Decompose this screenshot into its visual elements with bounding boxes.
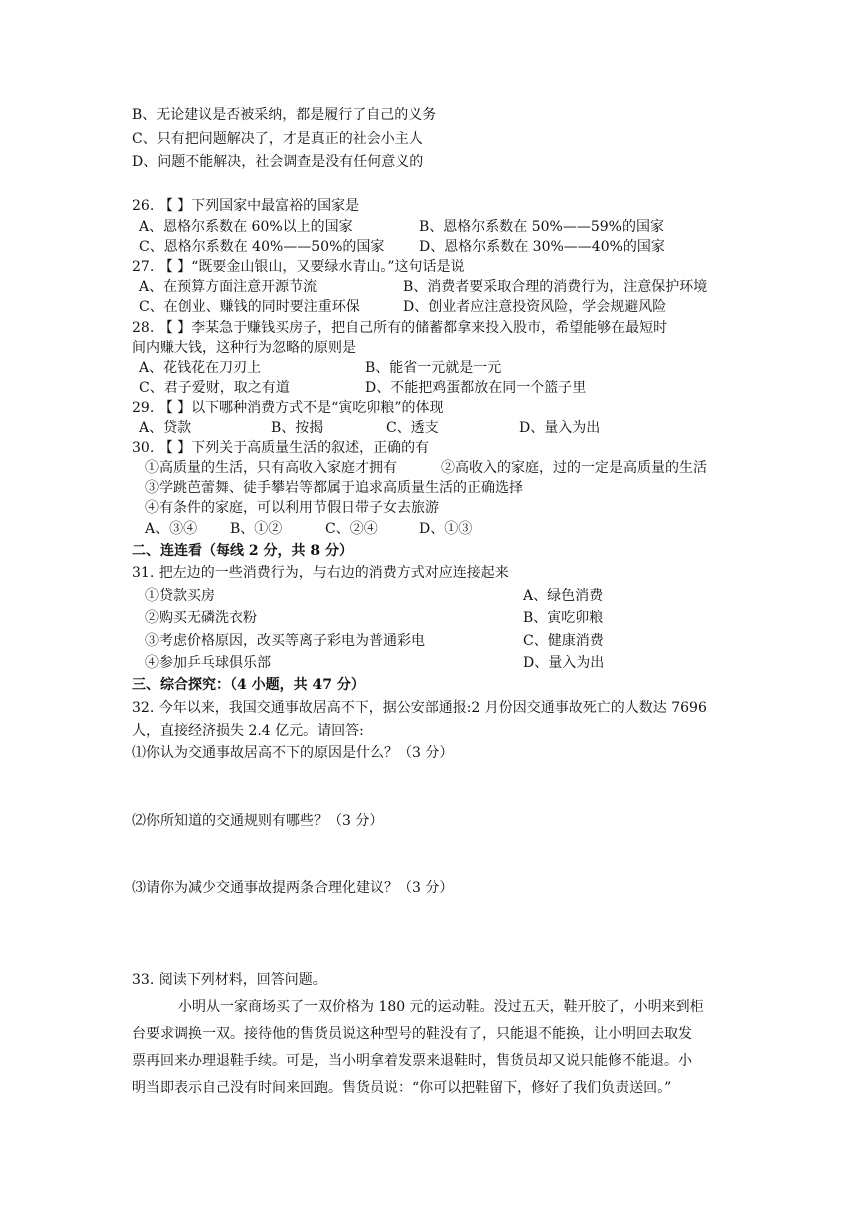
q29-option-c: C、透支 xyxy=(386,420,439,436)
q33-stem: 33. 阅读下列材料，回答问题。 xyxy=(132,972,327,988)
q33-paragraph-line-4: 明当即表示自己没有时间来回跑。售货员说：“你可以把鞋留下，修好了我们负责送回。” xyxy=(132,1080,672,1096)
q27-option-c: C、在创业、赚钱的同时要注重环保 xyxy=(139,299,360,315)
q30-statement-4: ④有条件的家庭，可以利用节假日带子女去旅游 xyxy=(145,500,439,516)
q31-right-a: A、绿色消费 xyxy=(523,588,604,604)
q32-stem-cont: 人，直接经济损失 2.4 亿元。请回答: xyxy=(132,723,364,739)
q30-option-b: B、①② xyxy=(230,521,283,537)
option-b: B、无论建议是否被采纳，都是履行了自己的义务 xyxy=(132,107,437,123)
q31-right-c: C、健康消费 xyxy=(523,633,604,649)
q31-left-2: ②购买无磷洗衣粉 xyxy=(145,610,257,626)
q32-part-1: ⑴你认为交通事故居高不下的原因是什么？（3 分） xyxy=(132,745,454,761)
q31-left-1: ①贷款买房 xyxy=(145,588,215,604)
q31-stem: 31. 把左边的一些消费行为，与右边的消费方式对应连接起来 xyxy=(132,565,509,581)
q32-stem: 32. 今年以来，我国交通事故居高不下，据公安部通报:2 月份因交通事故死亡的人数达 7696 xyxy=(132,700,707,716)
q32-part-3: ⑶请你为减少交通事故提两条合理化建议？（3 分） xyxy=(132,880,454,896)
q26-option-b: B、恩格尔系数在 50%——59%的国家 xyxy=(419,219,664,235)
q33-paragraph-line-3: 票再回来办理退鞋手续。可是，当小明拿着发票来退鞋时，售货员却又说只能修不能退。小 xyxy=(132,1053,692,1069)
q28-option-c: C、君子爱财，取之有道 xyxy=(139,380,290,396)
q31-right-b: B、寅吃卯粮 xyxy=(523,610,604,626)
q28-option-d: D、不能把鸡蛋都放在同一个篮子里 xyxy=(365,380,587,396)
q26-option-c: C、恩格尔系数在 40%——50%的国家 xyxy=(139,239,385,255)
q27-option-d: D、创业者应注意投资风险，学会规避风险 xyxy=(403,299,667,315)
section-2-heading: 二、连连看（每线 2 分，共 8 分） xyxy=(132,543,353,559)
q30-option-a: A、③④ xyxy=(145,521,198,537)
q31-left-4: ④参加乒乓球俱乐部 xyxy=(145,655,271,671)
q27-option-b: B、消费者要采取合理的消费行为，注意保护环境 xyxy=(403,279,708,295)
q31-left-3: ③考虑价格原因，改买等离子彩电为普通彩电 xyxy=(145,633,425,649)
q26-option-d: D、恩格尔系数在 30%——40%的国家 xyxy=(419,239,665,255)
option-c: C、只有把问题解决了，才是真正的社会小主人 xyxy=(132,131,423,147)
q28-stem-cont: 间内赚大钱，这种行为忽略的原则是 xyxy=(132,340,356,356)
q33-paragraph-line-1: 小明从一家商场买了一双价格为 180 元的运动鞋。没过五天，鞋开胶了，小明来到柜 xyxy=(178,999,704,1015)
section-3-heading: 三、综合探究：（4 小题，共 47 分） xyxy=(132,677,365,693)
q28-option-b: B、能省一元就是一元 xyxy=(365,360,502,376)
q29-option-b: B、按揭 xyxy=(271,420,324,436)
option-d: D、问题不能解决，社会调查是没有任何意义的 xyxy=(132,154,424,170)
q28-option-a: A、花钱花在刀刃上 xyxy=(139,360,262,376)
q30-option-c: C、②④ xyxy=(325,521,378,537)
q26-stem: 26. 【 】下列国家中最富裕的国家是 xyxy=(132,198,360,214)
q33-paragraph-line-2: 台要求调换一双。接待他的售货员说这种型号的鞋没有了，只能退不能换，让小明回去取发 xyxy=(132,1026,692,1042)
q28-stem: 28. 【 】李某急于赚钱买房子，把自己所有的储蓄都拿来投入股市，希望能够在最短时 xyxy=(132,320,668,336)
q29-option-a: A、贷款 xyxy=(139,420,192,436)
q27-stem: 27. 【 】“既要金山银山，又要绿水青山。”这句话是说 xyxy=(132,259,465,275)
q27-option-a: A、在预算方面注意开源节流 xyxy=(139,279,318,295)
q32-part-2: ⑵你所知道的交通规则有哪些？（3 分） xyxy=(132,813,384,829)
q29-option-d: D、量入为出 xyxy=(519,420,601,436)
q30-option-d: D、①③ xyxy=(419,521,473,537)
q29-stem: 29. 【 】以下哪种消费方式不是“寅吃卯粮”的体现 xyxy=(132,400,444,416)
q30-statement-3: ③学跳芭蕾舞、徒手攀岩等都属于追求高质量生活的正确选择 xyxy=(145,480,523,496)
q31-right-d: D、量入为出 xyxy=(523,655,605,671)
q30-stem: 30. 【 】下列关于高质量生活的叙述，正确的有 xyxy=(132,440,430,456)
q30-statement-1: ①高质量的生活，只有高收入家庭才拥有 xyxy=(145,460,397,476)
q30-statement-2: ②高收入的家庭，过的一定是高质量的生活 xyxy=(441,460,707,476)
q26-option-a: A、恩格尔系数在 60%以上的国家 xyxy=(139,219,353,235)
